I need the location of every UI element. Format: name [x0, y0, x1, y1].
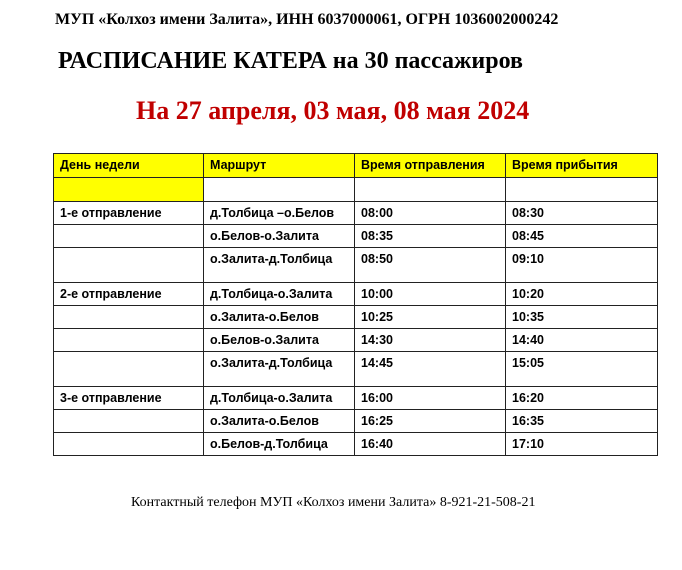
- table-row: [54, 352, 658, 387]
- table-row: [54, 225, 658, 248]
- route-cell: д.Толбица-о.Залита: [204, 387, 355, 410]
- day-cell: 2-е отправление: [54, 283, 204, 306]
- arrival-cell: 14:40: [506, 329, 658, 352]
- route-cell: о.Залита-д.Толбица: [204, 248, 355, 283]
- arrival-cell: 10:35: [506, 306, 658, 329]
- spacer-cell: [506, 178, 658, 202]
- route-cell: о.Залита-д.Толбица: [204, 352, 355, 387]
- day-cell: [54, 352, 204, 387]
- arrival-cell: 15:05: [506, 352, 658, 387]
- route-cell: о.Белов-о.Залита: [204, 225, 355, 248]
- day-cell: [54, 248, 204, 283]
- arrival-cell: 16:35: [506, 410, 658, 433]
- arrival-cell: 17:10: [506, 433, 658, 456]
- table-row: [54, 387, 658, 410]
- day-cell: [54, 410, 204, 433]
- table-row: [54, 433, 658, 456]
- route-cell: о.Залита-о.Белов: [204, 410, 355, 433]
- route-cell: о.Белов-о.Залита: [204, 329, 355, 352]
- departure-cell: 08:00: [355, 202, 506, 225]
- departure-cell: 16:00: [355, 387, 506, 410]
- column-header-arrival: Время прибытия: [506, 154, 658, 178]
- departure-cell: 14:30: [355, 329, 506, 352]
- day-cell: [54, 433, 204, 456]
- arrival-cell: 08:30: [506, 202, 658, 225]
- spacer-cell: [54, 178, 204, 202]
- table-row: [54, 329, 658, 352]
- table-row: [54, 410, 658, 433]
- route-cell: д.Толбица –о.Белов: [204, 202, 355, 225]
- day-cell: [54, 329, 204, 352]
- contact-phone-line: Контактный телефон МУП «Колхоз имени Залита» 8-921-21-508-21: [131, 495, 536, 510]
- spacer-cell: [355, 178, 506, 202]
- departure-cell: 16:40: [355, 433, 506, 456]
- table-row: [54, 283, 658, 306]
- day-cell: [54, 306, 204, 329]
- column-header-departure: Время отправления: [355, 154, 506, 178]
- column-header-day: День недели: [54, 154, 204, 178]
- arrival-cell: 16:20: [506, 387, 658, 410]
- spacer-cell: [204, 178, 355, 202]
- arrival-cell: 10:20: [506, 283, 658, 306]
- route-cell: о.Залита-о.Белов: [204, 306, 355, 329]
- route-cell: д.Толбица-о.Залита: [204, 283, 355, 306]
- spacer-row: [54, 178, 658, 202]
- arrival-cell: 08:45: [506, 225, 658, 248]
- table-header-row: [54, 154, 658, 178]
- day-cell: 1-е отправление: [54, 202, 204, 225]
- departure-cell: 10:25: [355, 306, 506, 329]
- table-row: [54, 248, 658, 283]
- departure-cell: 14:45: [355, 352, 506, 387]
- route-cell: о.Белов-д.Толбица: [204, 433, 355, 456]
- arrival-cell: 09:10: [506, 248, 658, 283]
- table-row: [54, 306, 658, 329]
- departure-cell: 08:35: [355, 225, 506, 248]
- schedule-table: [53, 153, 658, 456]
- departure-cell: 10:00: [355, 283, 506, 306]
- table-row: [54, 202, 658, 225]
- departure-cell: 08:50: [355, 248, 506, 283]
- schedule-dates: На 27 апреля, 03 мая, 08 мая 2024: [136, 96, 530, 125]
- day-cell: [54, 225, 204, 248]
- departure-cell: 16:25: [355, 410, 506, 433]
- organization-line: МУП «Колхоз имени Залита», ИНН 6037000061, ОГРН 1036002000242: [55, 11, 559, 28]
- page-title: РАСПИСАНИЕ КАТЕРА на 30 пассажиров: [58, 48, 523, 74]
- column-header-route: Маршрут: [204, 154, 355, 178]
- day-cell: 3-е отправление: [54, 387, 204, 410]
